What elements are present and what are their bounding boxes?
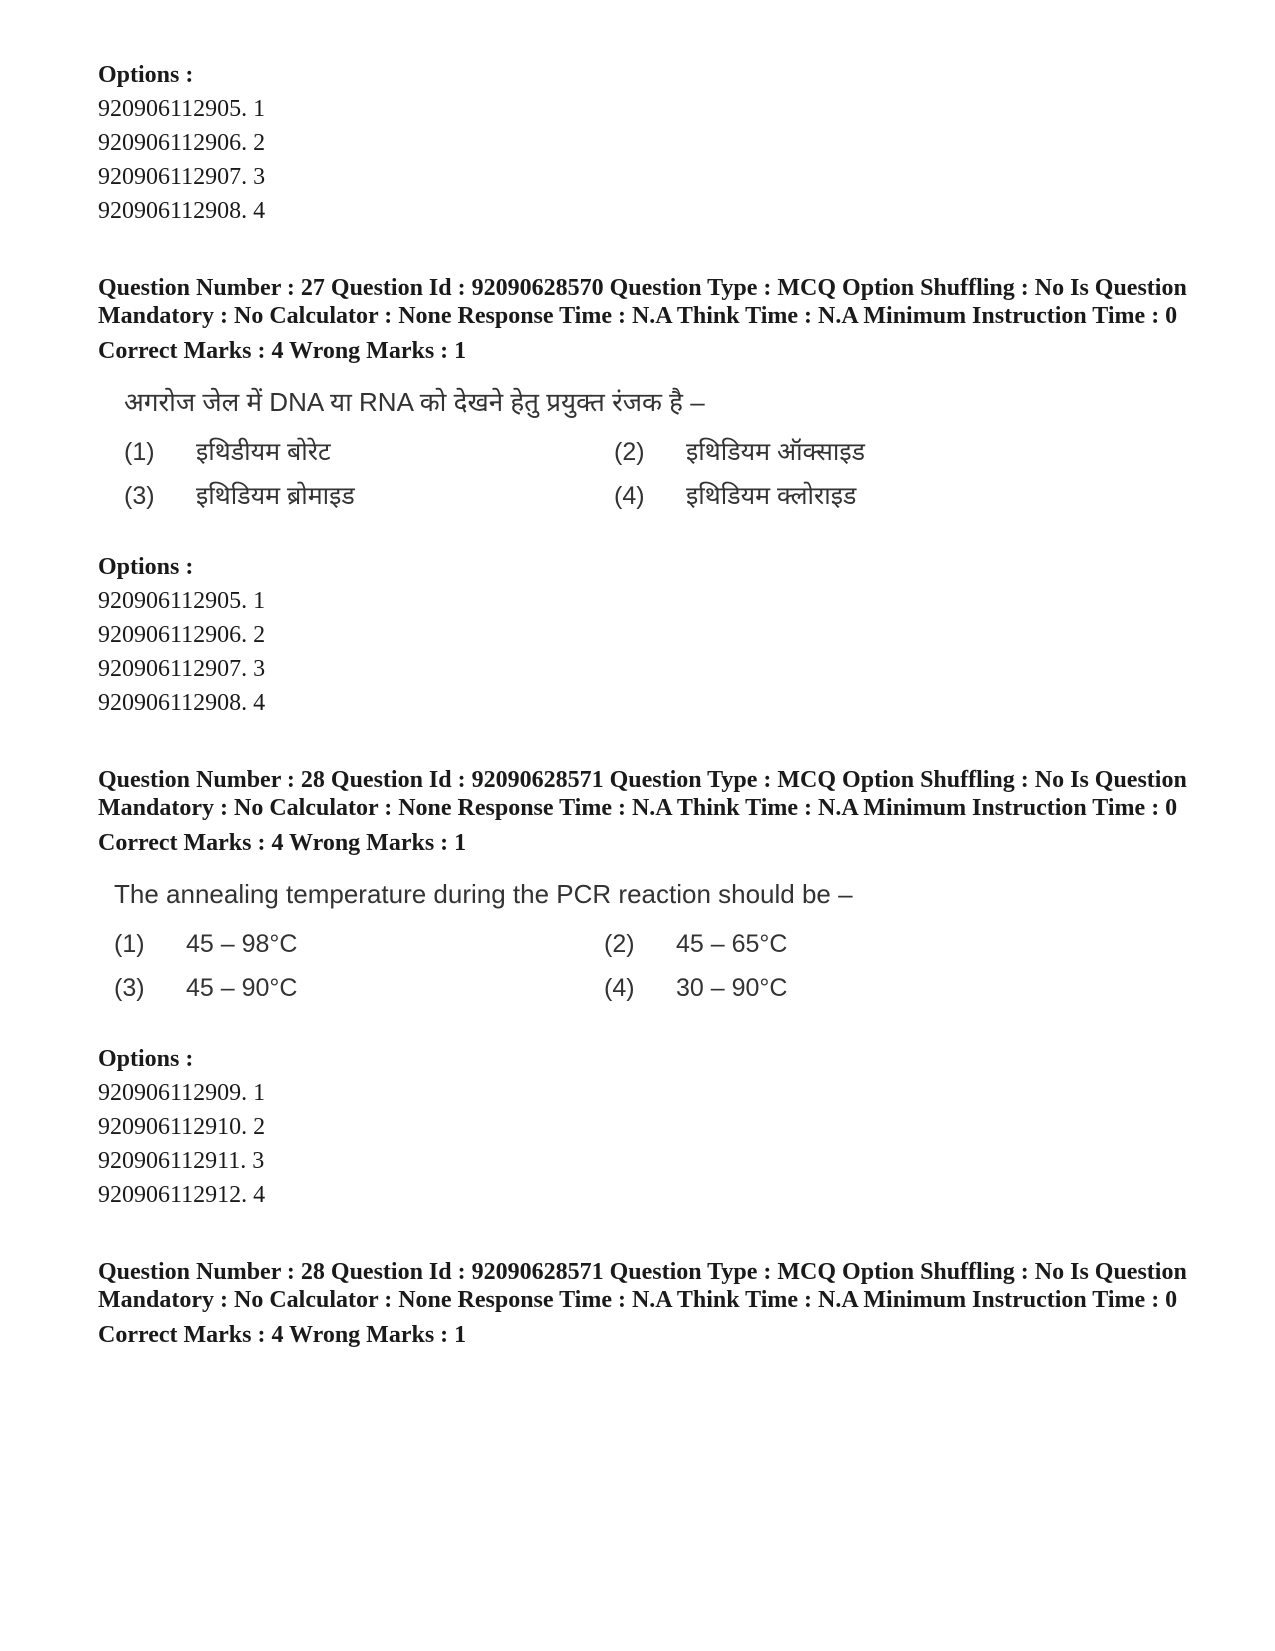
question-text: The annealing temperature during the PCR reaction should be – bbox=[114, 879, 853, 909]
question-marks: Correct Marks : 4 Wrong Marks : 1 bbox=[98, 338, 467, 364]
options-block bbox=[98, 58, 1188, 228]
option-id-line: 920906112905. 1 bbox=[98, 588, 266, 614]
choice-text: 45 – 65°C bbox=[676, 930, 788, 958]
option-id-line: 920906112906. 2 bbox=[98, 622, 266, 648]
choice-number: (4) bbox=[614, 482, 645, 510]
choice-item bbox=[604, 926, 1004, 962]
choice-item bbox=[114, 926, 604, 962]
question-text: अगरोज जेल में DNA या RNA को देखने हेतु प्रयुक्त रंजक है – bbox=[124, 387, 705, 417]
choice-number: (3) bbox=[114, 974, 145, 1002]
choice-number: (1) bbox=[124, 438, 155, 466]
options-title: Options : bbox=[98, 1046, 194, 1072]
question-choices bbox=[124, 434, 1188, 514]
question-meta: Question Number : 28 Question Id : 92090628571 Question Type : MCQ Option Shuffling : No Is Question Mandatory : No Calculator : None Response Time : N.A Think Time : N.A Minimum Instruction Time : 0 bbox=[98, 767, 1187, 821]
choice-item bbox=[604, 970, 1004, 1006]
choice-item bbox=[114, 970, 604, 1006]
options-block bbox=[98, 1042, 1188, 1212]
question-block bbox=[98, 766, 1188, 1006]
choice-item bbox=[124, 434, 614, 470]
options-title: Options : bbox=[98, 62, 194, 88]
question-content bbox=[98, 876, 1188, 1006]
choice-item bbox=[614, 434, 1014, 470]
spacer bbox=[98, 720, 1188, 766]
option-id-line: 920906112912. 4 bbox=[98, 1182, 266, 1208]
options-title: Options : bbox=[98, 554, 194, 580]
choice-text: इथिडियम क्लोराइड bbox=[686, 482, 857, 510]
option-id-line: 920906112910. 2 bbox=[98, 1114, 266, 1140]
choice-number: (1) bbox=[114, 930, 145, 958]
spacer bbox=[98, 1006, 1188, 1042]
choice-number: (2) bbox=[614, 438, 645, 466]
option-id-line: 920906112911. 3 bbox=[98, 1148, 265, 1174]
option-id-line: 920906112907. 3 bbox=[98, 164, 266, 190]
choice-text: इथिडियम ब्रोमाइड bbox=[196, 482, 355, 510]
question-marks: Correct Marks : 4 Wrong Marks : 1 bbox=[98, 830, 467, 856]
choice-item bbox=[124, 478, 614, 514]
choice-item bbox=[614, 478, 1014, 514]
question-meta: Question Number : 27 Question Id : 92090628570 Question Type : MCQ Option Shuffling : No Is Question Mandatory : No Calculator : None Response Time : N.A Think Time : N.A Minimum Instruction Time : 0 bbox=[98, 275, 1187, 329]
question-block bbox=[98, 274, 1188, 514]
choice-text: 30 – 90°C bbox=[676, 974, 788, 1002]
option-id-line: 920906112907. 3 bbox=[98, 656, 266, 682]
choice-number: (3) bbox=[124, 482, 155, 510]
option-id-line: 920906112906. 2 bbox=[98, 130, 266, 156]
choice-text: इथिडीयम बोरेट bbox=[196, 438, 331, 466]
question-choices bbox=[114, 926, 1188, 1006]
question-block bbox=[98, 1258, 1188, 1352]
spacer bbox=[98, 1212, 1188, 1258]
choice-text: 45 – 90°C bbox=[186, 974, 298, 1002]
spacer bbox=[98, 514, 1188, 550]
document-page bbox=[98, 58, 1188, 1352]
option-id-line: 920906112905. 1 bbox=[98, 96, 266, 122]
options-block bbox=[98, 550, 1188, 720]
choice-text: 45 – 98°C bbox=[186, 930, 298, 958]
option-id-line: 920906112908. 4 bbox=[98, 690, 266, 716]
spacer bbox=[98, 228, 1188, 274]
question-meta: Question Number : 28 Question Id : 92090628571 Question Type : MCQ Option Shuffling : No Is Question Mandatory : No Calculator : None Response Time : N.A Think Time : N.A Minimum Instruction Time : 0 bbox=[98, 1259, 1187, 1313]
question-content bbox=[98, 384, 1188, 514]
choice-text: इथिडियम ऑक्साइड bbox=[686, 438, 866, 466]
choice-number: (2) bbox=[604, 930, 635, 958]
choice-number: (4) bbox=[604, 974, 635, 1002]
option-id-line: 920906112909. 1 bbox=[98, 1080, 266, 1106]
question-marks: Correct Marks : 4 Wrong Marks : 1 bbox=[98, 1322, 467, 1348]
option-id-line: 920906112908. 4 bbox=[98, 198, 266, 224]
